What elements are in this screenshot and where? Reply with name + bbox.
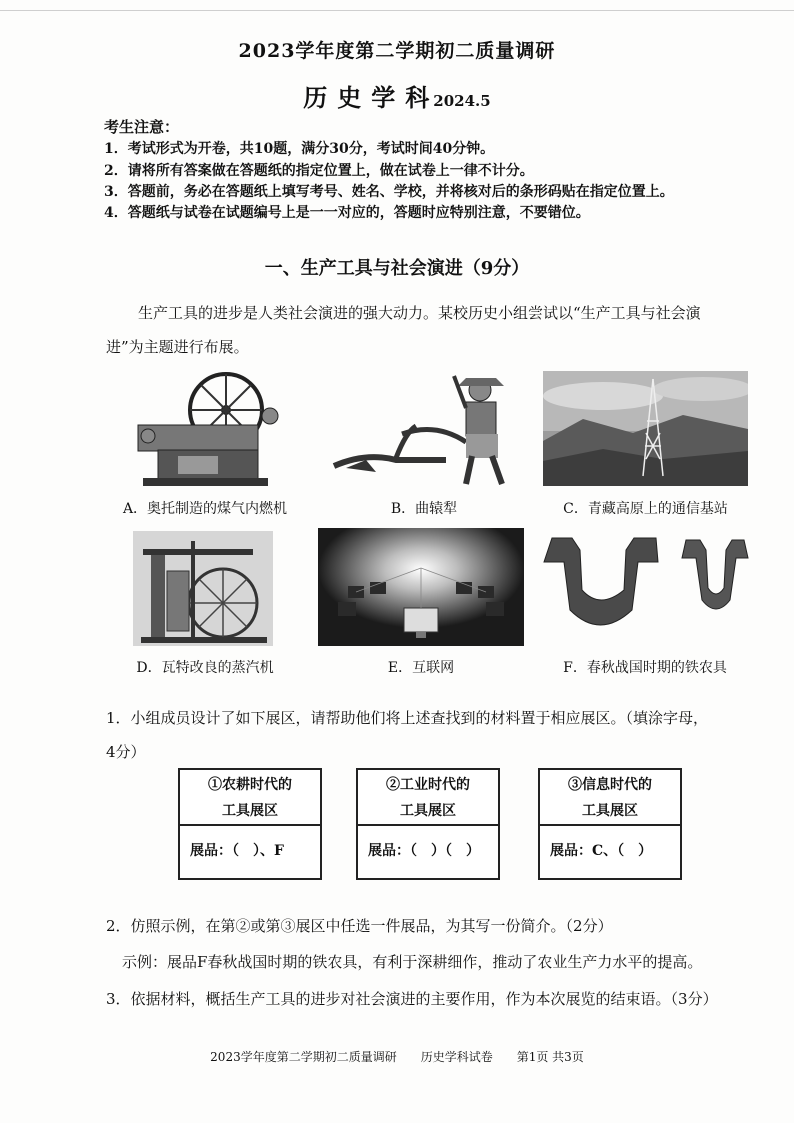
exhibit-box-industry (356, 768, 500, 880)
exhibit-box-title: ③信息时代的 (568, 777, 652, 793)
question-2: 2．仿照示例，在第②或第③展区中任选一件展品，为其写一份简介。（2分） (106, 917, 613, 935)
exhibit-box-title: ②工业时代的 (386, 777, 470, 793)
image-internet (318, 528, 524, 646)
exhibit-box-subtitle: 工具展区 (222, 803, 278, 819)
exhibit-box-header (358, 770, 498, 826)
page-footer: 2023学年度第二学期初二质量调研 历史学科试卷 第1页 共3页 (210, 1050, 584, 1064)
question-1-line-1: 1．小组成员设计了如下展区，请帮助他们将上述查找到的材料置于相应展区。（填涂字母， (106, 709, 709, 727)
caption-e: E．互联网 (387, 660, 455, 676)
image-iron-tools (540, 530, 752, 648)
intro-line-2: 进”为主题进行布展。 (106, 338, 249, 356)
exam-title: 2023学年度第二学期初二质量调研 (238, 40, 556, 62)
exhibit-box-items: 展品：C、（ ） (550, 843, 653, 859)
exhibit-box-items: 展品：（ ）、F (190, 843, 284, 859)
subject-name: 历史学科 (303, 83, 440, 112)
notice-item: 4．答题纸与试卷在试题编号上是一一对应的，答题时应特别注意，不要错位。 (104, 205, 590, 221)
section-title: 一、生产工具与社会演进（9分） (264, 258, 530, 279)
caption-c: C．青藏高原上的通信基站 (563, 501, 728, 517)
question-1-line-2: 4分） (106, 743, 146, 761)
exam-date: 2024.5 (433, 92, 491, 110)
image-gas-engine (118, 370, 296, 490)
image-base-station (543, 371, 748, 486)
caption-a: A．奥托制造的煤气内燃机 (122, 501, 288, 517)
exhibit-box-header (180, 770, 320, 826)
example-answer: 示例：展品F春秋战国时期的铁农具，有利于深耕细作，推动了农业生产力水平的提高。 (122, 953, 703, 971)
exhibit-box-title: ①农耕时代的 (208, 777, 292, 793)
caption-b: B．曲辕犁 (390, 501, 458, 517)
notice-item: 3．答题前，务必在答题纸上填写考号、姓名、学校，并将核对后的条形码贴在指定位置上。 (104, 184, 674, 200)
exhibit-box-subtitle: 工具展区 (582, 803, 638, 819)
question-3: 3．依据材料，概括生产工具的进步对社会演进的主要作用，作为本次展览的结束语。（3分） (106, 990, 718, 1008)
subject-title (0, 78, 794, 113)
intro-line-1: 生产工具的进步是人类社会演进的强大动力。某校历史小组尝试以“生产工具与社会演 (138, 304, 701, 322)
image-steam-engine (133, 531, 273, 646)
exhibit-box-subtitle: 工具展区 (400, 803, 456, 819)
exhibit-box-agriculture (178, 768, 322, 880)
exhibit-box-header (540, 770, 680, 826)
exhibit-box-items: 展品：（ ）（ ） (368, 843, 480, 859)
notice-item: 2．请将所有答案做在答题纸的指定位置上，做在试卷上一律不计分。 (104, 163, 534, 179)
page-edge-line (0, 10, 794, 11)
notice-title: 考生注意： (104, 118, 180, 136)
caption-d: D．瓦特改良的蒸汽机 (136, 660, 274, 676)
image-curved-plough (326, 372, 522, 490)
caption-f: F．春秋战国时期的铁农具 (563, 660, 727, 676)
exhibit-box-information (538, 768, 682, 880)
notice-item: 1．考试形式为开卷，共10题，满分30分，考试时间40分钟。 (104, 141, 495, 157)
